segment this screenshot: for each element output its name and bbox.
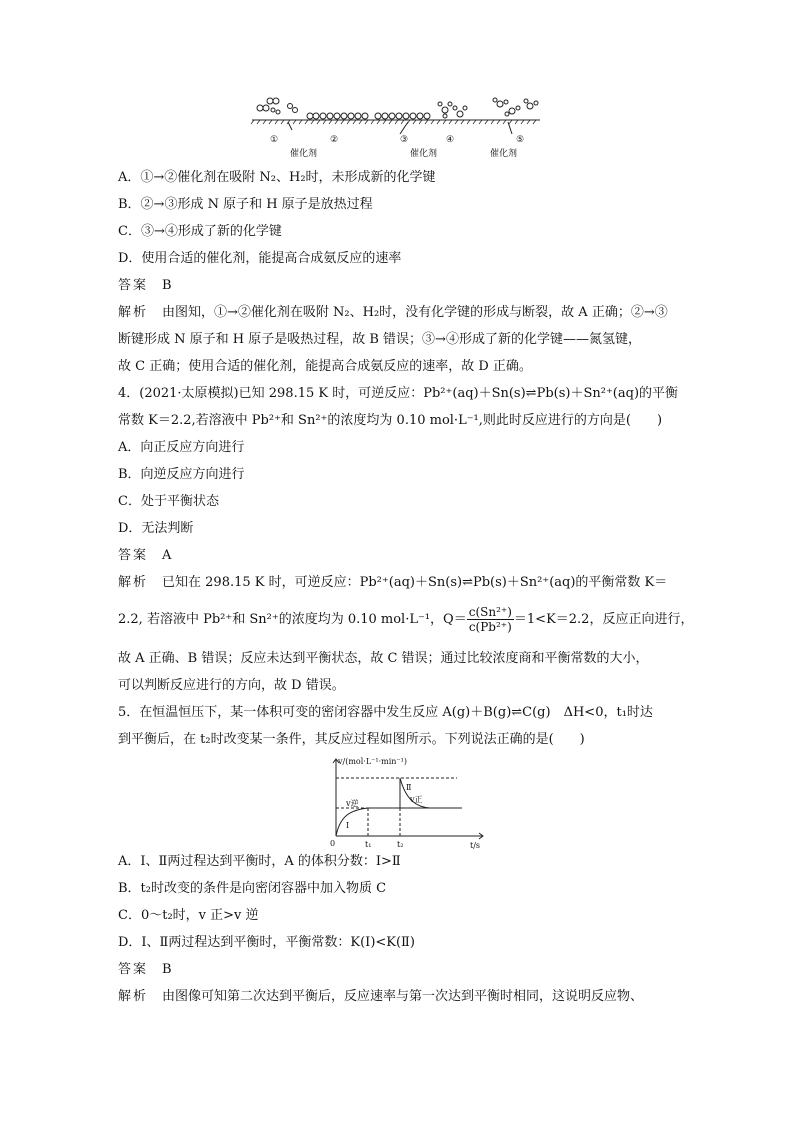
q4-analysis-line-1 <box>118 573 667 593</box>
q4-stem-line-1: 4．(2021·太原模拟)已知 298.15 K 时，可逆反应：Pb²⁺(aq)＋Sn(s)⇌Pb(s)＋Sn²⁺(aq)的平衡 <box>118 386 679 401</box>
analysis-text: 已知在 298.15 K 时，可逆反应：Pb²⁺(aq)＋Sn(s)⇌Pb(s)＋Sn²⁺(aq)的平衡常数 K＝ <box>162 575 668 590</box>
curve-2-label: Ⅱ <box>406 783 412 792</box>
q3-option-b: B．②→③形成 N 原子和 H 原子是放热过程 <box>118 197 373 212</box>
v-forward-label: v正 <box>410 795 423 804</box>
fraction-numerator: c(Sn²⁺) <box>468 605 512 619</box>
fraction-denominator: c(Pb²⁺) <box>468 620 512 634</box>
step-1-label: ① <box>270 135 279 145</box>
answer-label: 答案 <box>118 548 149 563</box>
catalyst-label-2: 催化剂 <box>410 149 438 159</box>
answer-label: 答案 <box>118 278 149 293</box>
q3-option-d: D．使用合适的催化剂，能提高合成氨反应的速率 <box>118 251 402 266</box>
q5-option-a: A．Ⅰ、Ⅱ两过程达到平衡时，A 的体积分数：Ⅰ>Ⅱ <box>118 854 401 869</box>
q3-analysis-line-1 <box>118 303 668 323</box>
q-fraction <box>467 605 514 634</box>
step-4-label: ④ <box>446 135 455 145</box>
q4-option-c: C．处于平衡状态 <box>118 494 219 509</box>
q5-stem-line-1: 5．在恒温恒压下，某一体积可变的密闭容器中发生反应 A(g)＋B(g)⇌C(g) ΔH<0，t₁时达 <box>118 705 653 720</box>
q5-option-c: C．0～t₂时，v 正>v 逆 <box>118 908 259 923</box>
graph-t2: t₂ <box>397 840 404 849</box>
analysis-label: 解析 <box>118 305 149 320</box>
q3-analysis-line-2: 断键形成 N 原子和 H 原子是吸热过程，故 B 错误；③→④形成了新的化学键——氮氢键， <box>118 332 641 347</box>
step-3-label: ③ <box>400 135 409 145</box>
catalyst-label-3: 催化剂 <box>490 149 518 159</box>
q4-stem-line-2: 常数 K＝2.2,若溶液中 Pb²⁺和 Sn²⁺的浓度均为 0.10 mol·L⁻¹,则此时反应进行的方向是( ) <box>118 413 663 428</box>
graph-origin: 0 <box>330 839 336 848</box>
q3-option-a: A．①→②催化剂在吸附 N₂、H₂时，未形成新的化学键 <box>118 170 436 185</box>
analysis-text: 由图知，①→②催化剂在吸附 N₂、H₂时，没有化学键的形成与断裂，故 A 正确；②→③ <box>162 305 668 320</box>
analysis-text: 2.2, 若溶液中 Pb²⁺和 Sn²⁺的浓度均为 0.10 mol·L⁻¹，Q＝ <box>118 612 467 627</box>
q5-analysis-line-1 <box>118 987 643 1007</box>
step-5-label: ⑤ <box>516 135 525 145</box>
catalyst-label-1: 催化剂 <box>290 149 318 159</box>
curve-1-label: Ⅰ <box>346 821 350 830</box>
q3-option-c: C．③→④形成了新的化学键 <box>118 224 282 239</box>
answer-value: B <box>162 962 172 977</box>
v-reverse-label: v逆 <box>346 799 359 808</box>
analysis-text: 由图像可知第二次达到平衡后，反应速率与第一次达到平衡时相同，这说明反应物、 <box>162 989 644 1004</box>
q5-stem-line-2: 到平衡后，在 t₂时改变某一条件，其反应过程如图所示。下列说法正确的是( ) <box>118 732 585 747</box>
graph-ylabel: v/(mol·L⁻¹·min⁻¹) <box>338 757 407 766</box>
analysis-label: 解析 <box>118 989 149 1004</box>
answer-label: 答案 <box>118 962 149 977</box>
q4-option-a: A．向正反应方向进行 <box>118 440 245 455</box>
q3-analysis-line-3: 故 C 正确；使用合适的催化剂，能提高合成氨反应的速率，故 D 正确。 <box>118 359 532 374</box>
analysis-text: ＝1<K＝2.2，反应正向进行， <box>513 612 694 627</box>
q4-option-d: D．无法判断 <box>118 521 194 536</box>
q3-answer <box>118 276 172 296</box>
q5-option-b: B．t₂时改变的条件是向密闭容器中加入物质 C <box>118 881 387 896</box>
q4-option-b: B．向逆反应方向进行 <box>118 467 245 482</box>
rate-time-graph <box>322 754 492 850</box>
q5-answer <box>118 960 172 980</box>
graph-t1: t₁ <box>365 840 372 849</box>
analysis-label: 解析 <box>118 575 149 590</box>
catalyst-diagram <box>250 96 550 160</box>
q4-answer <box>118 546 171 566</box>
step-2-label: ② <box>330 135 339 145</box>
answer-value: A <box>162 548 172 563</box>
q5-option-d: D．Ⅰ、Ⅱ两过程达到平衡时，平衡常数：K(Ⅰ)<K(Ⅱ) <box>118 935 415 950</box>
q4-analysis-line-4: 可以判断反应进行的方向，故 D 错误。 <box>118 678 345 693</box>
answer-value: B <box>162 278 172 293</box>
q4-analysis-line-2 <box>118 604 693 636</box>
graph-xlabel: t/s <box>470 841 481 850</box>
q4-analysis-line-3: 故 A 正确、B 错误；反应未达到平衡状态，故 C 错误；通过比较浓度商和平衡常数的大小， <box>118 651 649 666</box>
